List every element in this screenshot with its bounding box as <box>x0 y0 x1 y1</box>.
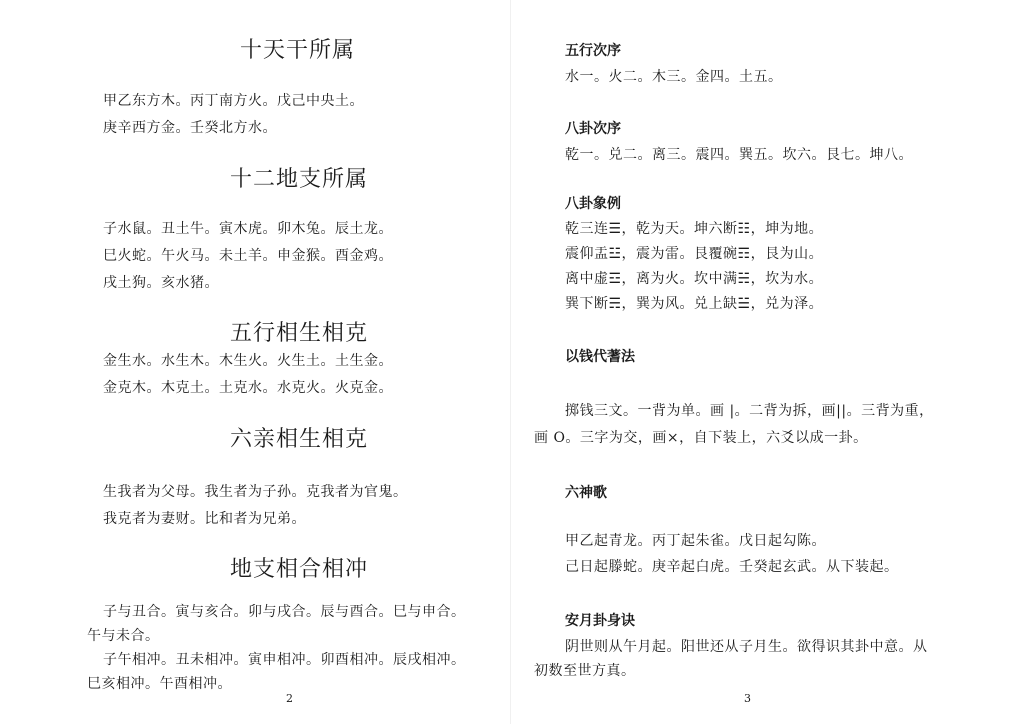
section-title: 五行相生相克 <box>230 321 369 346</box>
text-line: 画 O。三字为交，画×，自下装上，六爻以成一卦。 <box>534 430 868 446</box>
text-line: 水一。火二。木三。金四。土五。 <box>565 69 783 85</box>
page-number: 2 <box>286 692 293 705</box>
text-line: 巳亥相冲。午酉相冲。 <box>87 676 232 692</box>
text-line: 巽下断☴，巽为风。兑上缺☱，兑为泽。 <box>565 296 824 312</box>
text-line: 己日起滕蛇。庚辛起白虎。壬癸起玄武。从下装起。 <box>565 559 899 575</box>
text-line: 子午相冲。丑未相冲。寅申相冲。卯酉相冲。辰戌相冲。 <box>103 652 466 668</box>
text-line: 金生水。水生木。木生火。火生土。土生金。 <box>103 353 393 369</box>
text-line: 掷钱三文。一背为单。画 |。二背为拆，画||。三背为重， <box>565 403 934 419</box>
section-title: 六亲相生相克 <box>230 427 369 452</box>
text-line: 甲乙起青龙。丙丁起朱雀。戊日起勾陈。 <box>565 533 826 549</box>
text-line: 巳火蛇。午火马。未土羊。申金猴。酉金鸡。 <box>103 248 393 264</box>
text-line: 午与未合。 <box>87 628 160 644</box>
text-line: 戌土狗。亥水猪。 <box>103 275 219 291</box>
section-title: 十二地支所属 <box>230 167 369 192</box>
text-line: 我克者为妻财。比和者为兄弟。 <box>103 511 306 527</box>
text-line: 生我者为父母。我生者为子孙。克我者为官鬼。 <box>103 484 408 500</box>
page-number: 3 <box>744 692 751 705</box>
text-line: 子水鼠。丑土牛。寅木虎。卯木兔。辰土龙。 <box>103 221 393 237</box>
text-line: 甲乙东方木。丙丁南方火。戊己中央土。 <box>103 93 364 109</box>
text-line: 庚辛西方金。壬癸北方水。 <box>103 120 277 136</box>
text-line: 震仰盂☳，震为雷。艮覆碗☶，艮为山。 <box>565 246 824 262</box>
text-line: 子与丑合。寅与亥合。卯与戌合。辰与酉合。巳与申合。 <box>103 604 466 620</box>
section-title: 安月卦身诀 <box>565 613 635 629</box>
section-title: 以钱代蓍法 <box>565 349 635 365</box>
text-line: 乾三连☰，乾为天。坤六断☷，坤为地。 <box>565 221 824 237</box>
section-title: 十天干所属 <box>240 38 356 63</box>
section-title: 八卦象例 <box>565 196 621 212</box>
page-right <box>512 0 1024 724</box>
text-line: 金克木。木克土。土克水。水克火。火克金。 <box>103 380 393 396</box>
text-line: 乾一。兑二。离三。震四。巽五。坎六。艮七。坤八。 <box>565 147 913 163</box>
text-line: 离中虚☲，离为火。坎中满☵，坎为水。 <box>565 271 824 287</box>
section-title: 五行次序 <box>565 43 621 59</box>
section-title: 八卦次序 <box>565 121 621 137</box>
section-title: 地支相合相冲 <box>230 557 369 582</box>
text-line: 阴世则从午月起。阳世还从子月生。欲得识其卦中意。从 <box>565 639 928 655</box>
section-title: 六神歌 <box>565 485 607 501</box>
text-line: 初数至世方真。 <box>534 663 636 679</box>
